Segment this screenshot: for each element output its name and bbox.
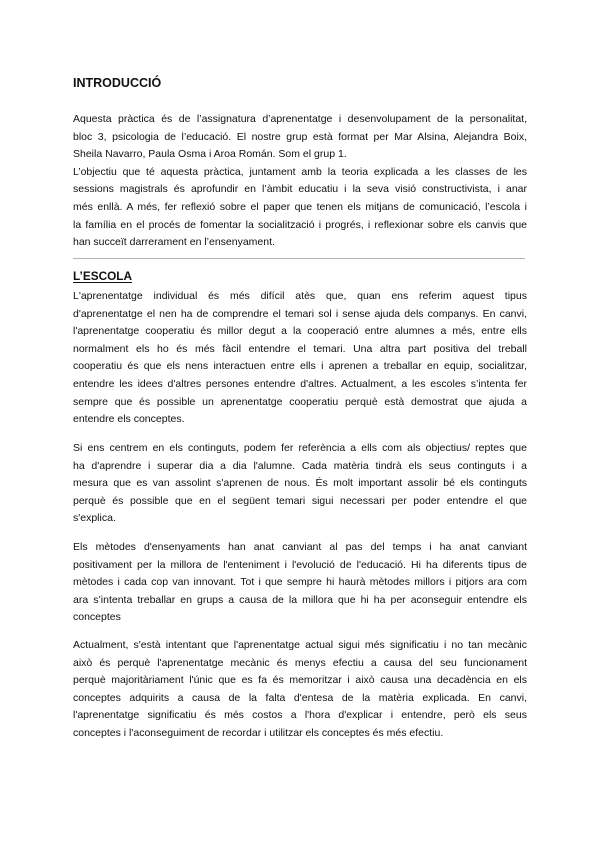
text-line: això és perquè l'aprenentatge mecànic és menys efectiu a causa del seu funcionament <box>73 656 527 669</box>
paragraph <box>73 539 527 627</box>
text-line: conceptes <box>73 611 121 624</box>
text-line: entendre els conceptes. <box>73 413 185 426</box>
text-line: Actualment, s'està intentant que l'aprenentatge actual sigui més significatiu i no tan mecànic <box>73 639 527 651</box>
paragraph <box>73 164 527 252</box>
text-line: d'aprenentatge el nen ha de comprendre el temari sol i sense ajuda dels companys. En canvi, <box>73 307 527 320</box>
text-line: L'aprenentatge individual és més difícil atès que, quan ens referim aquest tipus <box>73 290 527 302</box>
text-line: sessions magistrals és aprofundir en l’àmbit educatiu i la seva visió constructivista, i anar <box>73 183 527 196</box>
text-line: cooperatiu és que els nens interactuen entre ells i aprenen a treballar en equip, socialitzar, <box>73 360 527 373</box>
text-line: han succeït darrerament en l’ensenyament. <box>73 236 275 249</box>
text-line: entendre les idees d'altres persones entendre d'altres. Actualment, a les escoles s’intenta fer <box>73 377 527 390</box>
text-line: s'explica. <box>73 512 116 525</box>
text-line: l'aprenentatge cooperatiu és millor degut a la cooperació entre alumnes a més, entre ells <box>73 325 527 338</box>
text-line: Aquesta pràctica és de l’assignatura d’aprenentatge i desenvolupament de la personalitat, <box>73 113 527 125</box>
text-line: Si ens centrem en els continguts, podem fer referència a ells com als objectius/ reptes que <box>73 442 527 454</box>
intro-section <box>73 111 527 252</box>
text-line: conceptes adquirits a causa de la falta d'entesa de la matèria explicada. En canvi, <box>73 691 527 704</box>
escola-heading: L’ESCOLA <box>73 269 132 283</box>
section-divider <box>73 258 525 259</box>
text-line: bloc 3, psicologia de l’educació. El nostre grup està format per Mar Alsina, Alejandra Boix, <box>73 130 527 143</box>
paragraph <box>73 288 527 429</box>
text-line: la família en el procés de fomentar la socialització i progrés, i reflexionar sobre els canvis que <box>73 218 527 231</box>
text-line: perquè és possible que en el següent temari sigui necessari per poder entendre el que <box>73 494 527 507</box>
text-line: mesura que es van assolint s'aprenen de nous. És molt important assolir bé els continguts <box>73 477 527 490</box>
paragraph <box>73 111 527 164</box>
text-line: ara s’intenta treballar en grups a causa de la millora que hi ha per aconseguir entendre els <box>73 593 527 606</box>
text-line: Els mètodes d'ensenyaments han anat canviant al pas del temps i ha anat canviant <box>73 541 527 553</box>
intro-heading: INTRODUCCIÓ <box>73 76 162 90</box>
text-line: perquè majoritàriament l'únic que es fa és memoritzar i això causa una decadència en els <box>73 674 527 687</box>
text-line: positivament per la millora de l'enteniment i l'evolució de l'educació. Hi ha diferents tipus de <box>73 558 527 571</box>
text-line: més enllà. A més, fer reflexió sobre el paper que tenen els mitjans de comunicació, l’escola i <box>73 200 527 213</box>
paragraph <box>73 440 527 528</box>
text-line: l'aprenentatge significatiu és més costos a l'hora d'explicar i entendre, però els seus <box>73 709 527 722</box>
text-line: ha d'aprendre i superar dia a dia l'alumne. Cada matèria tindrà els seus continguts i a <box>73 459 527 472</box>
text-line: mètodes i cada cop van innovant. Tot i que sempre hi haurà mètodes millors i pitjors ara com <box>73 576 527 589</box>
text-line: conceptes i l'aconseguiment de recordar i utilitzar els conceptes és més efectiu. <box>73 726 444 739</box>
text-line: Sheila Navarro, Paula Osma i Aroa Román. Som el grup 1. <box>73 148 347 161</box>
text-line: sempre que és possible un aprenentatge cooperatiu perquè està demostrat que ajuda a <box>73 395 527 408</box>
text-line: L’objectiu que té aquesta pràctica, juntament amb la teoria explicada a les classes de les <box>73 165 527 178</box>
paragraph <box>73 637 527 743</box>
text-line: normalment els ho és més fàcil entendre el temari. Una altra part positiva del treball <box>73 342 527 355</box>
